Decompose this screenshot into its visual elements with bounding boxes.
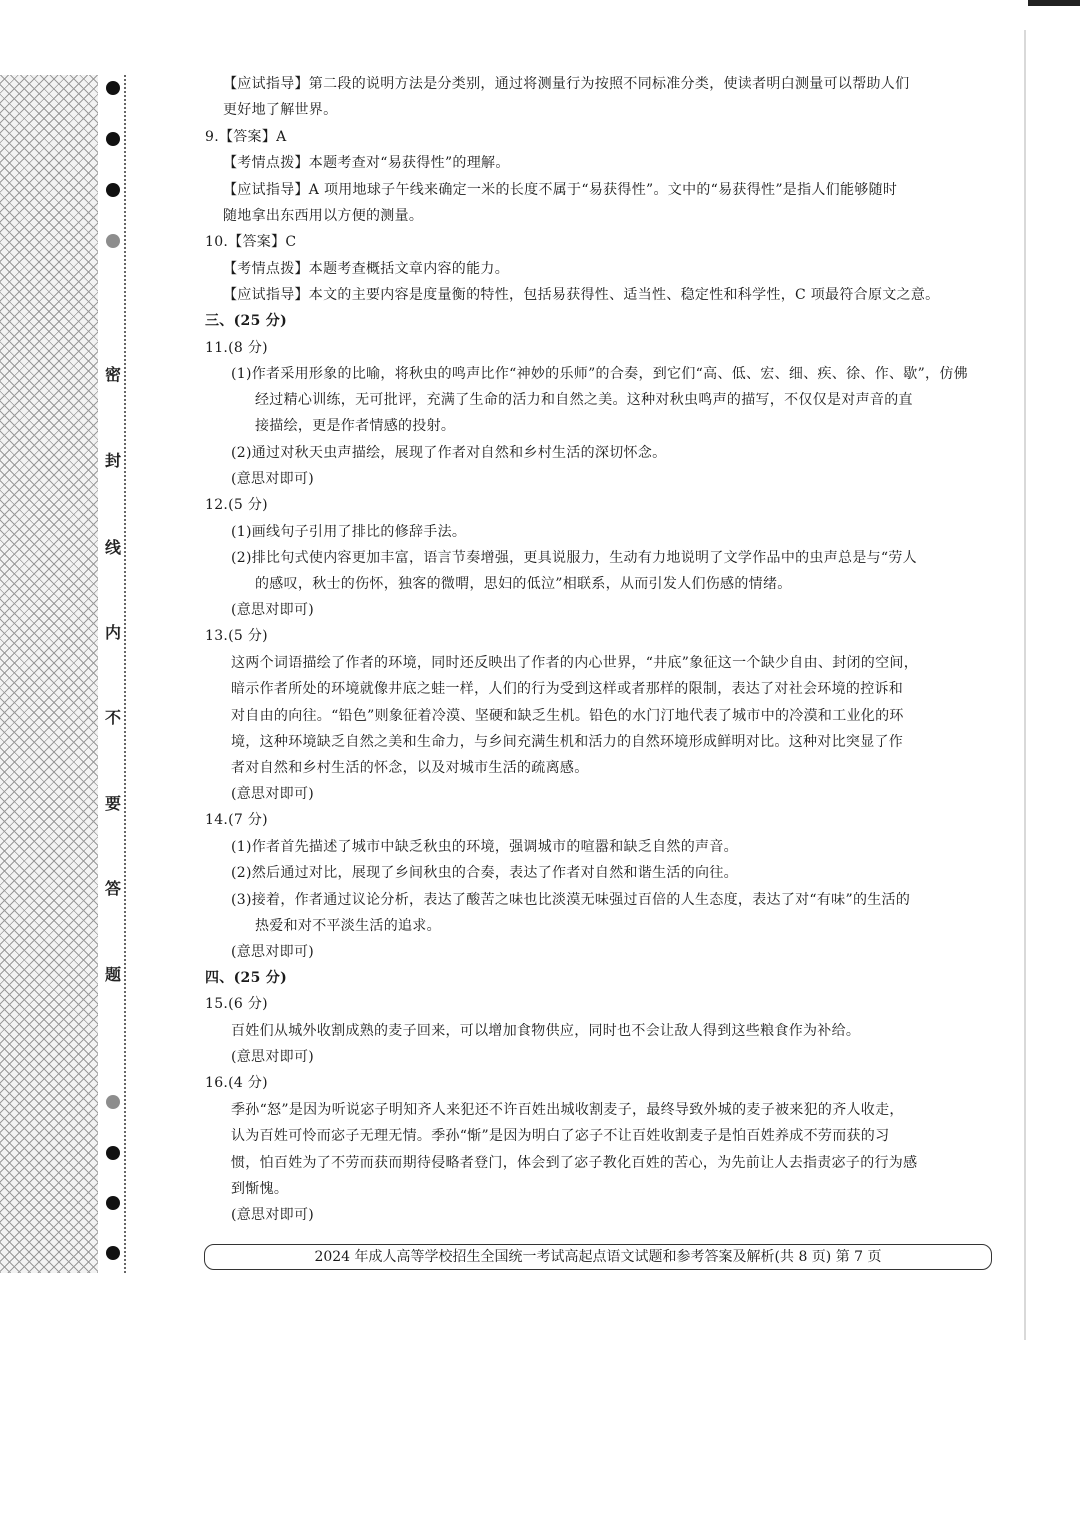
answer-text: 热爱和对不平淡生活的追求。	[255, 918, 441, 934]
answer-note: (意思对即可)	[231, 471, 315, 487]
page-edge-line	[1024, 30, 1026, 1340]
answer-text: 境，这种环境缺乏自然之美和生命力，与乡间充满生机和活力的自然环境形成鲜明对比。这种对比突显了作	[231, 734, 904, 750]
section-heading: 四、(25 分)	[205, 970, 288, 986]
answer-text: 到惭愧。	[231, 1181, 289, 1197]
binding-hole	[106, 1095, 120, 1109]
answer-text: 接描绘，更是作者情感的投射。	[255, 418, 456, 434]
binding-hole	[106, 132, 120, 146]
seal-char: 题	[104, 965, 121, 984]
answer-note: (意思对即可)	[231, 1207, 315, 1223]
answer-text: (1)作者首先描述了城市中缺乏秋虫的环境，强调城市的喧嚣和缺乏自然的声音。	[231, 839, 738, 855]
question-heading: 11.(8 分)	[205, 340, 268, 356]
answer-text: (2)通过对秋天虫声描绘，展现了作者对自然和乡村生活的深切怀念。	[231, 445, 667, 461]
seal-char: 不	[104, 708, 121, 727]
answer-text: 认为百姓可怜而宓子无理无情。季孙“惭”是因为明白了宓子不让百姓收割麦子是怕百姓养成不劳而获的习	[231, 1128, 890, 1144]
question-heading: 14.(7 分)	[205, 812, 268, 828]
answer-text: 惯，怕百姓为了不劳而获而期待侵略者登门，体会到了宓子教化百姓的苦心，为先前让人去指责宓子的行为感	[231, 1155, 918, 1171]
binding-hole	[106, 1146, 120, 1160]
binding-hole	[106, 1196, 120, 1210]
answer-note: (意思对即可)	[231, 602, 315, 618]
seal-char: 线	[104, 538, 121, 557]
question-heading: 16.(4 分)	[205, 1075, 268, 1091]
guidance-text: 【应试指导】本文的主要内容是度量衡的特性，包括易获得性、适当性、稳定性和科学性，C 项最符合原文之意。	[223, 287, 940, 303]
page-footer: 2024 年成人高等学校招生全国统一考试高起点语文试题和参考答案及解析(共 8 页) 第 7 页	[204, 1244, 992, 1270]
question-heading: 15.(6 分)	[205, 996, 268, 1012]
guidance-text: 更好地了解世界。	[223, 102, 338, 118]
question-answer-heading: 9.【答案】A	[205, 129, 287, 145]
guidance-text: 【应试指导】第二段的说明方法是分类别，通过将测量行为按照不同标准分类，使读者明白测量可以帮助人们	[223, 76, 910, 92]
answer-note: (意思对即可)	[231, 1049, 315, 1065]
scan-edge-mark	[1028, 0, 1080, 6]
seal-dotted-line	[124, 75, 126, 1273]
binding-hole	[106, 234, 120, 248]
seal-char: 内	[104, 623, 121, 642]
question-answer-heading: 10.【答案】C	[205, 234, 297, 250]
answer-text: 季孙“怒”是因为听说宓子明知齐人来犯还不许百姓出城收割麦子，最终导致外城的麦子被来犯的齐人收走，	[231, 1102, 904, 1118]
guidance-text: 随地拿出东西用以方便的测量。	[223, 208, 424, 224]
answer-text: (1)作者采用形象的比喻，将秋虫的鸣声比作“神妙的乐师”的合奏，到它们“高、低、宏、细、疾、徐、作、歇”，仿佛	[231, 366, 968, 382]
answer-text: 百姓们从城外收割成熟的麦子回来，可以增加食物供应，同时也不会让敌人得到这些粮食作为补给。	[231, 1023, 861, 1039]
answer-text: 暗示作者所处的环境就像井底之蛙一样，人们的行为受到这样或者那样的限制，表达了对社会环境的控诉和	[231, 681, 904, 697]
answer-text: 对自由的向往。“铅色”则象征着冷漠、坚硬和缺乏生机。铅色的水门汀地代表了城市中的冷漠和工业化的环	[231, 708, 904, 724]
answer-note: (意思对即可)	[231, 944, 315, 960]
section-heading: 三、(25 分)	[205, 313, 288, 329]
answer-text: 经过精心训练，无可批评，充满了生命的活力和自然之美。这种对秋虫鸣声的描写，不仅仅是对声音的直	[255, 392, 913, 408]
answer-text: (2)排比句式使内容更加丰富，语言节奏增强，更具说服力，生动有力地说明了文学作品中的虫声总是与“劳人	[231, 550, 917, 566]
binding-hole	[106, 81, 120, 95]
answer-text: 的感叹，秋士的伤怀，独客的微喟，思妇的低泣”相联系，从而引发人们伤感的情绪。	[255, 576, 792, 592]
question-heading: 12.(5 分)	[205, 497, 268, 513]
exam-point-text: 【考情点拨】本题考查概括文章内容的能力。	[223, 261, 509, 277]
answer-note: (意思对即可)	[231, 786, 315, 802]
seal-char: 答	[104, 879, 121, 898]
guidance-text: 【应试指导】A 项用地球子午线来确定一米的长度不属于“易获得性”。文中的“易获得性”是指人们能够随时	[223, 182, 898, 198]
exam-point-text: 【考情点拨】本题考查对“易获得性”的理解。	[223, 155, 510, 171]
binding-hole	[106, 1246, 120, 1260]
seal-char: 密	[104, 365, 121, 384]
answer-text: (3)接着，作者通过议论分析，表达了酸苦之味也比淡漠无味强过百倍的人生态度，表达了对“有味”的生活的	[231, 892, 911, 908]
answer-text: 者对自然和乡村生活的怀念，以及对城市生活的疏离感。	[231, 760, 589, 776]
seal-char: 封	[104, 451, 121, 470]
answer-text: 这两个词语描绘了作者的环境，同时还反映出了作者的内心世界，“井底”象征这一个缺少自由、封闭的空间，	[231, 655, 919, 671]
binding-margin-pattern	[0, 75, 98, 1273]
question-heading: 13.(5 分)	[205, 628, 268, 644]
binding-hole	[106, 183, 120, 197]
answer-text: (2)然后通过对比，展现了乡间秋虫的合奏，表达了作者对自然和谐生活的向往。	[231, 865, 738, 881]
seal-char: 要	[104, 794, 121, 813]
answer-text: (1)画线句子引用了排比的修辞手法。	[231, 524, 467, 540]
